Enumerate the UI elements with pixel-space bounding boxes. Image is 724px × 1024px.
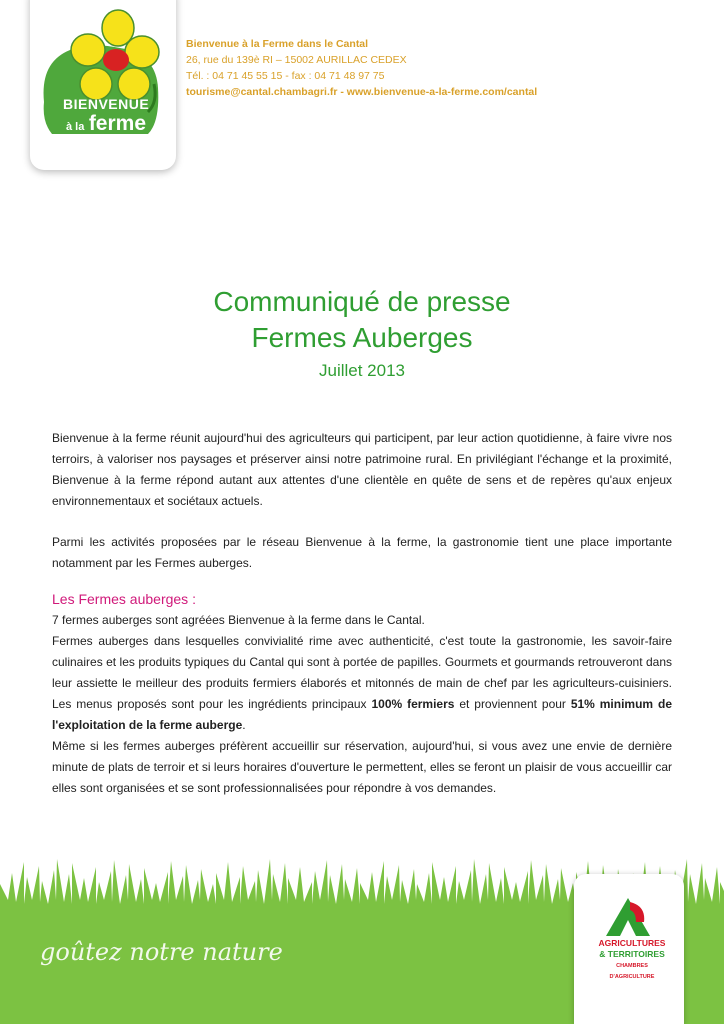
partner-line-agricultures: AGRICULTURES — [598, 938, 666, 948]
contact-web-link[interactable]: tourisme@cantal.chambagri.fr - www.bienvenue-a-la-ferme.com/cantal — [186, 86, 538, 98]
body-text — [52, 428, 672, 799]
title-block — [0, 284, 724, 384]
paragraph-agreees: 7 fermes auberges sont agréées Bienvenue à la ferme dans le Cantal. — [52, 613, 425, 627]
partner-line-territoires: & TERRITOIRES — [599, 949, 665, 959]
contact-address: 26, rue du 139è RI – 15002 AURILLAC CEDEX — [186, 54, 407, 66]
partner-logo-card — [574, 874, 684, 1024]
para3-mid: et proviennent pour — [454, 697, 571, 711]
paragraph-fermes-auberges — [52, 631, 672, 736]
page-subtitle: Fermes Auberges — [251, 322, 473, 353]
partner-line-chambres: CHAMBRES D'AGRICULTURE — [609, 963, 655, 980]
page-date: Juillet 2013 — [318, 361, 405, 380]
paragraph-activities: Parmi les activités proposées par le réseau Bienvenue à la ferme, la gastronomie tient une place importante notamment par les Fermes auberges. — [52, 535, 672, 570]
para3-start: Fermes auberges dans lesquelles convivialité rime avec authenticité, c'est toute la gastronomie, les savoir-faire culinaires et les produits typiques du Cantal qui sont à portée de papilles. Gourmets et gourmands retrouveront dans leur assiette le meilleur des produits fermiers élaborés et mitonnés de main de chef par les agriculteurs-cuisiniers. Les menus proposés sont pour les ingrédients principaux — [52, 634, 672, 711]
slogan-text: goûtez notre nature — [40, 938, 283, 966]
logo-text-bienvenue: BIENVENUE — [63, 96, 150, 112]
page-title: Communiqué de presse — [213, 286, 511, 317]
contact-phones: Tél. : 04 71 45 55 15 - fax : 04 71 48 97 75 — [186, 70, 385, 82]
paragraph-reservation: Même si les fermes auberges préfèrent accueillir sur réservation, aujourd'hui, si vous avez une envie de dernière minute de plats de terroir et si leurs horaires d'ouverture le permettent, elles se feront un plaisir de vous accueillir car elles sont organisées et se sont professionnalisées pour répondre à vos demandes. — [52, 739, 672, 795]
para3-bold-minimum: 51% minimum de l'exploitation de la ferme auberge — [52, 697, 673, 732]
logo-text-ala: à la — [66, 121, 85, 133]
contact-block — [186, 36, 537, 100]
para3-bold-fermiers: 100% fermiers — [371, 697, 455, 711]
chambres-agriculture-icon — [600, 896, 658, 938]
paragraph-intro: Bienvenue à la ferme réunit aujourd'hui des agriculteurs qui participent, par leur action quotidienne, à faire vivre nos terroirs, à valoriser nos paysages et préserver ainsi notre patrimoine rural. En privilégiant l'échange et la proximité, Bienvenue à la ferme répond autant aux attentes d'une clientèle en quête de sens et de repères qu'aux enjeux environnementaux et sociétaux actuels. — [52, 431, 672, 508]
logo-card — [30, 0, 176, 170]
para3-end: . — [242, 718, 246, 732]
bienvenue-flower-logo — [30, 0, 176, 170]
contact-org: Bienvenue à la Ferme dans le Cantal — [186, 38, 369, 50]
section-heading: Les Fermes auberges : — [52, 591, 196, 607]
logo-text-ferme: ferme — [88, 112, 147, 135]
